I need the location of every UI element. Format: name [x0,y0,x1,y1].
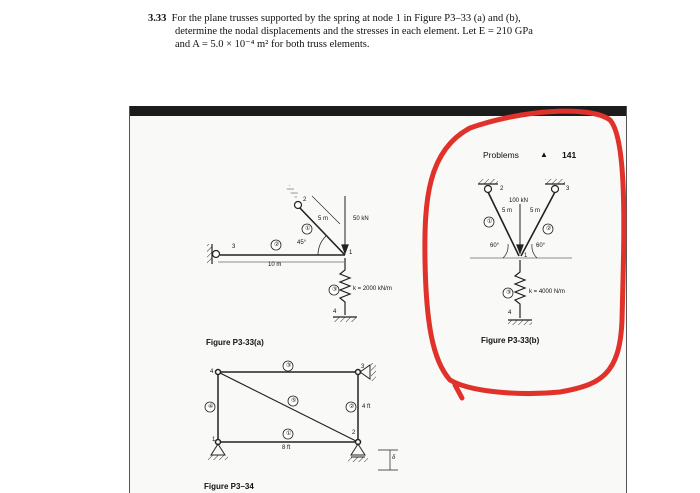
fig34-len-8ft: 8 ft [282,445,291,451]
fig-b-node-2: 2 [500,186,504,192]
fig34-element-4: ④ [208,404,214,410]
page-number: 141 [562,150,577,160]
fig34-node-4: 4 [210,369,214,375]
fig-a-angle: 45° [297,240,307,246]
figure-34-truss [208,363,398,470]
fig-a-element-3: ③ [332,287,338,293]
fig-a-caption: Figure P3-33(a) [206,338,264,347]
fig-b-angle-right: 60° [536,243,546,249]
fig-a-node-4: 4 [333,309,337,315]
fig-a-len-10m: 10 m [268,262,282,268]
fig-a-spring: k = 2000 kN/m [353,286,392,292]
fig-a-node-2: 2 [303,197,307,203]
fig34-element-5: ⑤ [291,398,297,404]
problem-number: 3.33 [148,13,167,24]
problem-text-line-2: determine the nodal displacements and the stresses in each element. Let E = 210 GPa [175,26,533,37]
problem-text-line-1: For the plane trusses supported by the spring at node 1 in Figure P3–33 (a) and (b), [171,13,521,24]
fig-a-element-2: ② [274,242,280,248]
fig34-len-4ft: 4 ft [362,404,371,410]
fig-b-node-3: 3 [566,186,570,192]
fig-b-element-2: ② [546,226,552,232]
fig-b-load: 100 kN [509,198,529,204]
fig-a-node-1: 1 [349,250,353,256]
fig34-element-1: ① [286,431,292,437]
fig-a-node-3: 3 [232,244,236,250]
fig34-element-3: ③ [286,363,292,369]
fig-a-len-5m: 5 m [318,216,329,222]
triangle-icon: ▲ [540,150,548,159]
fig-b-element-3: ③ [506,290,512,296]
fig-b-len-right: 5 m [530,208,541,214]
problem-text-line-3: and A = 5.0 × 10⁻⁴ m² for both truss elements. [175,39,370,50]
fig34-node-1: 1 [212,437,216,443]
fig-a-element-1: ① [305,226,311,232]
running-head: Problems [483,150,519,160]
fig-b-angle-left: 60° [490,243,500,249]
fig-b-element-1: ① [487,219,493,225]
fig-b-len-left: 5 m [502,208,513,214]
figure-a-truss [207,185,357,322]
fig34-node-3: 3 [361,364,365,370]
fig-b-node-1: 1 [524,253,528,259]
fig-b-node-4: 4 [508,310,512,316]
fig34-element-2: ② [349,404,355,410]
fig-a-load: 50 kN [353,216,369,222]
fig34-caption: Figure P3–34 [204,482,254,491]
fig34-delta: δ [392,455,396,461]
fig-b-spring: k = 4000 N/m [529,289,565,295]
fig34-node-2: 2 [352,430,356,436]
fig-b-caption: Figure P3-33(b) [481,336,540,345]
